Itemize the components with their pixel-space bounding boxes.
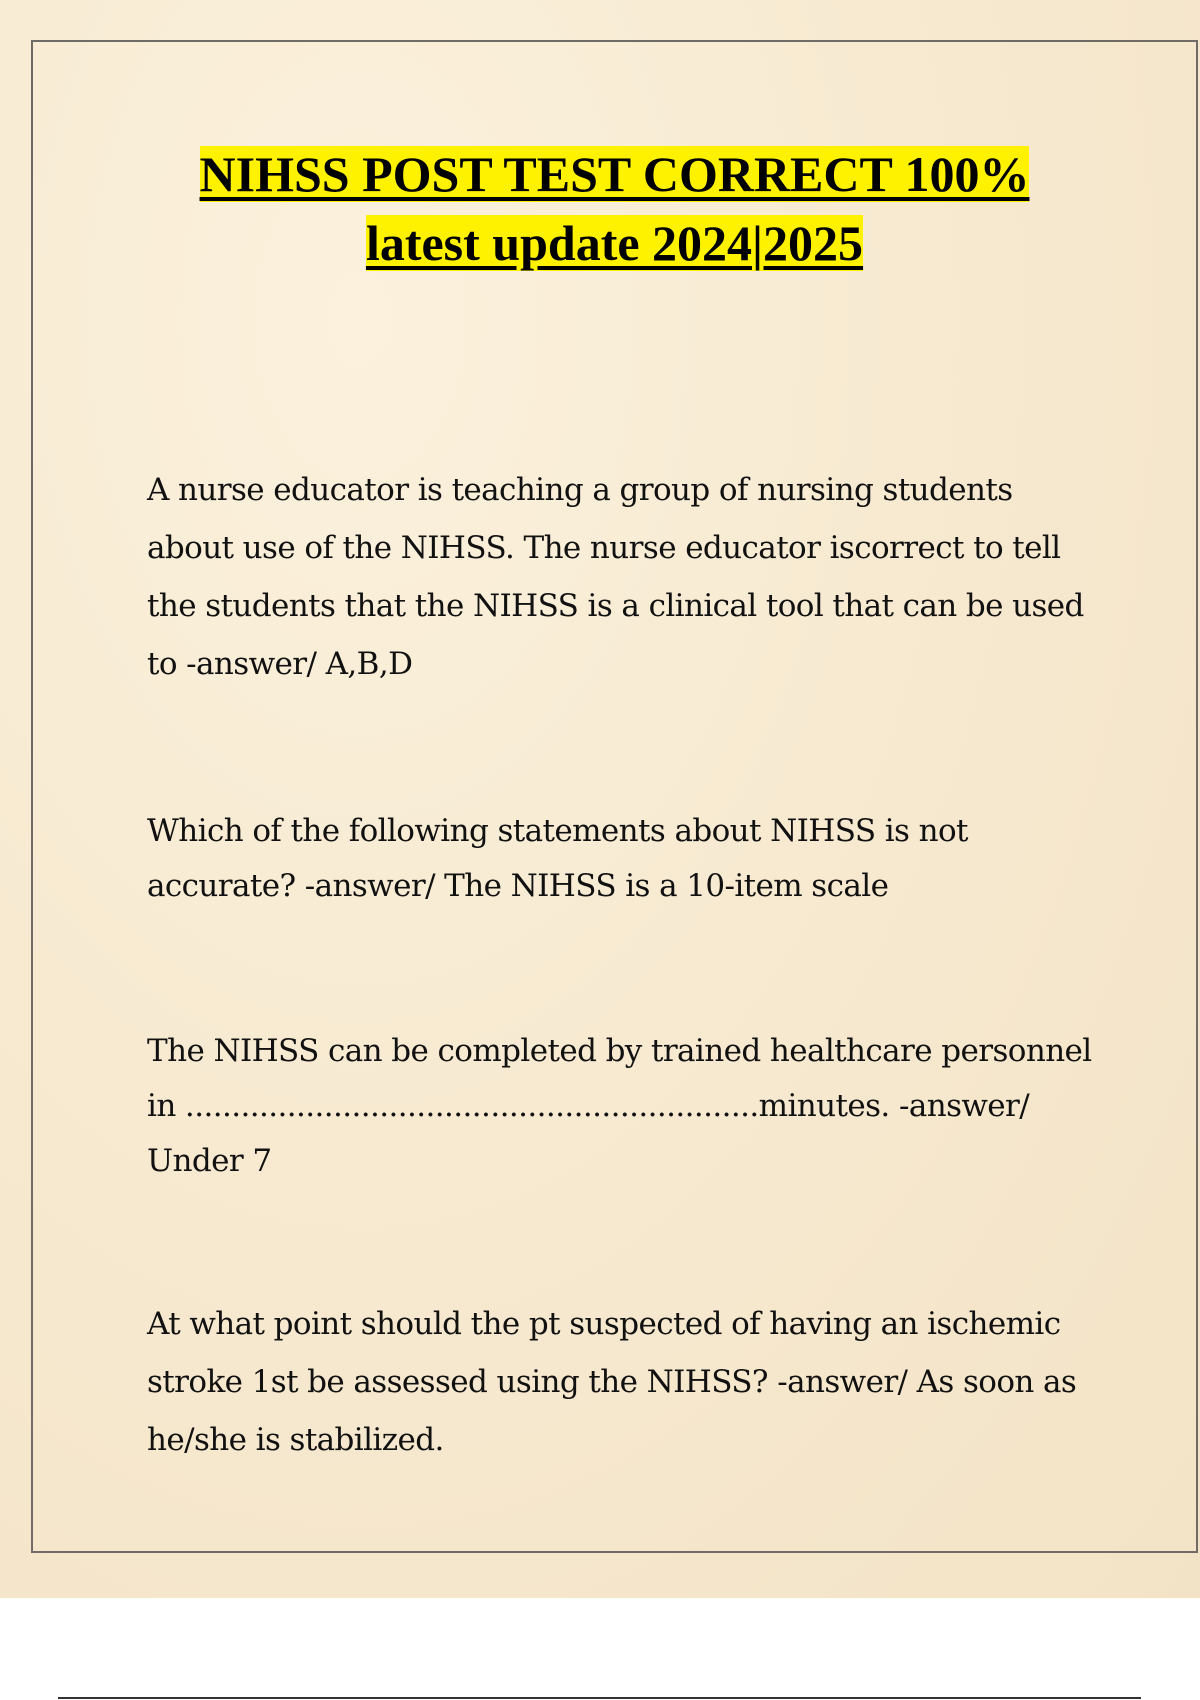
question-answer-2: Which of the following statements about NIHSS is not accurate? -answer/ The NIHSS is a 10-item scale [147,813,968,904]
title-line-1: NIHSS POST TEST CORRECT 100% [199,146,1030,202]
document-title [31,140,1198,278]
question-answer-3: The NIHSS can be completed by trained healthcare personnel in ..............................................................minutes. -answer/ Under 7 [147,1033,1092,1179]
title-line-2: latest update 2024|2025 [365,215,864,271]
question-answer-1: A nurse educator is teaching a group of nursing students about use of the NIHSS. The nurse educator iscorrect to tell the students that the NIHSS is a clinical tool that can be used to -answer/ A,B,D [147,472,1084,682]
footer-divider [58,1697,1141,1699]
question-answer-4: At what point should the pt suspected of having an ischemic stroke 1st be assessed using the NIHSS? -answer/ As soon as he/she is stabilized. [147,1306,1077,1458]
